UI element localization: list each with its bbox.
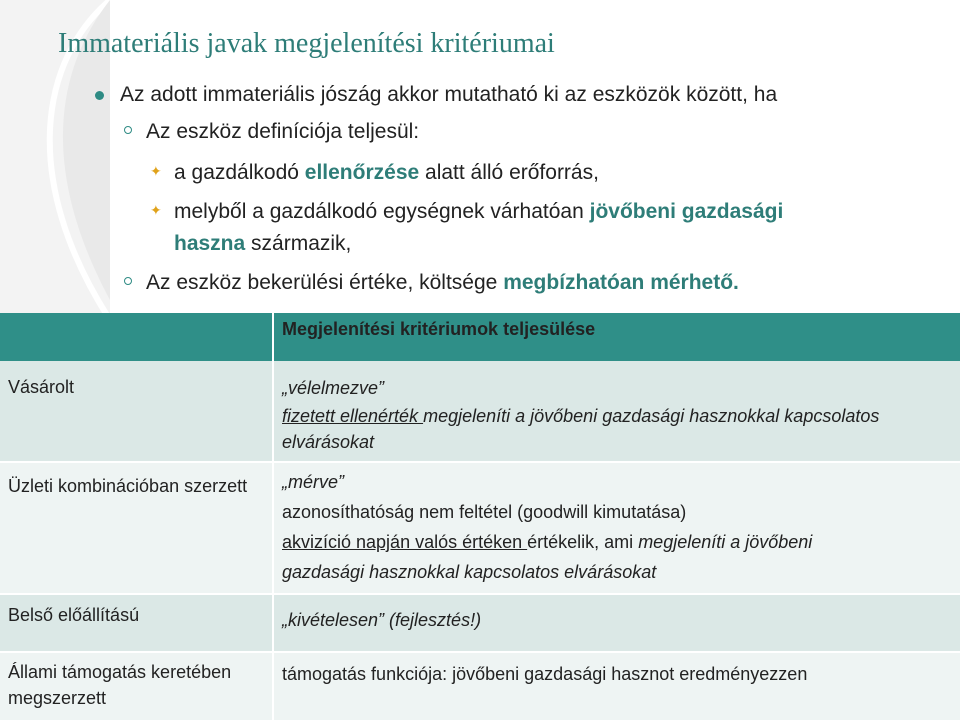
row-label-business-combination: Üzleti kombinációban szerzett bbox=[0, 462, 273, 594]
bullet-intro bbox=[96, 83, 777, 107]
row-content-business-combination: „mérve” azonosíthatóság nem feltétel (goodwill kimutatása) akvizíció napján valós értéken értékelik, ami megjeleníti a jövőbeni gazdasági hasznokkal kapcsolatos elvárásokat bbox=[273, 462, 960, 594]
row-label-internal: Belső előállítású bbox=[0, 594, 273, 652]
criteria-table bbox=[0, 313, 960, 720]
table-row bbox=[0, 361, 960, 462]
star-bullet-icon: ✦ bbox=[150, 202, 162, 218]
table-header-row bbox=[0, 313, 960, 361]
sub-bullet-benefit: ✦ melyből a gazdálkodó egységnek várhatóan jövőbeni gazdasági bbox=[150, 200, 784, 223]
table-row bbox=[0, 652, 960, 720]
row-label-state-grant: Állami támogatás keretében megszerzett bbox=[0, 652, 273, 720]
ring-bullet-icon bbox=[124, 126, 132, 134]
star-bullet-icon: ✦ bbox=[150, 163, 162, 179]
sub-bullet-definition: Az eszköz definíciója teljesül: bbox=[124, 120, 419, 144]
ring-bullet-icon bbox=[124, 277, 132, 285]
table-row bbox=[0, 462, 960, 594]
bullet-dot-icon bbox=[95, 91, 104, 100]
table-header: Megjelenítési kritériumok teljesülése bbox=[273, 313, 960, 361]
table-row bbox=[0, 594, 960, 652]
row-content-state-grant: támogatás funkciója: jövőbeni gazdasági hasznot eredményezzen bbox=[273, 652, 960, 720]
row-content-internal: „kivételesen” (fejlesztés!) bbox=[273, 594, 960, 652]
slide-title: Immateriális javak megjelenítési kritériumai bbox=[58, 28, 555, 59]
row-label-purchased: Vásárolt bbox=[0, 361, 273, 462]
row-content-purchased: „vélelmezve” fizetett ellenérték megjeleníti a jövőbeni gazdasági hasznokkal kapcsolatos elvárásokat bbox=[273, 361, 960, 462]
sub-bullet-control: ✦ a gazdálkodó ellenőrzése alatt álló erőforrás, bbox=[150, 161, 599, 184]
sub-bullet-measurement: Az eszköz bekerülési értéke, költsége megbízhatóan mérhető. bbox=[124, 271, 739, 295]
sub-bullet-benefit-cont: haszna származik, bbox=[174, 232, 352, 255]
bullet-intro-text: Az adott immateriális jószág akkor mutatható ki az eszközök között, ha bbox=[120, 83, 778, 106]
